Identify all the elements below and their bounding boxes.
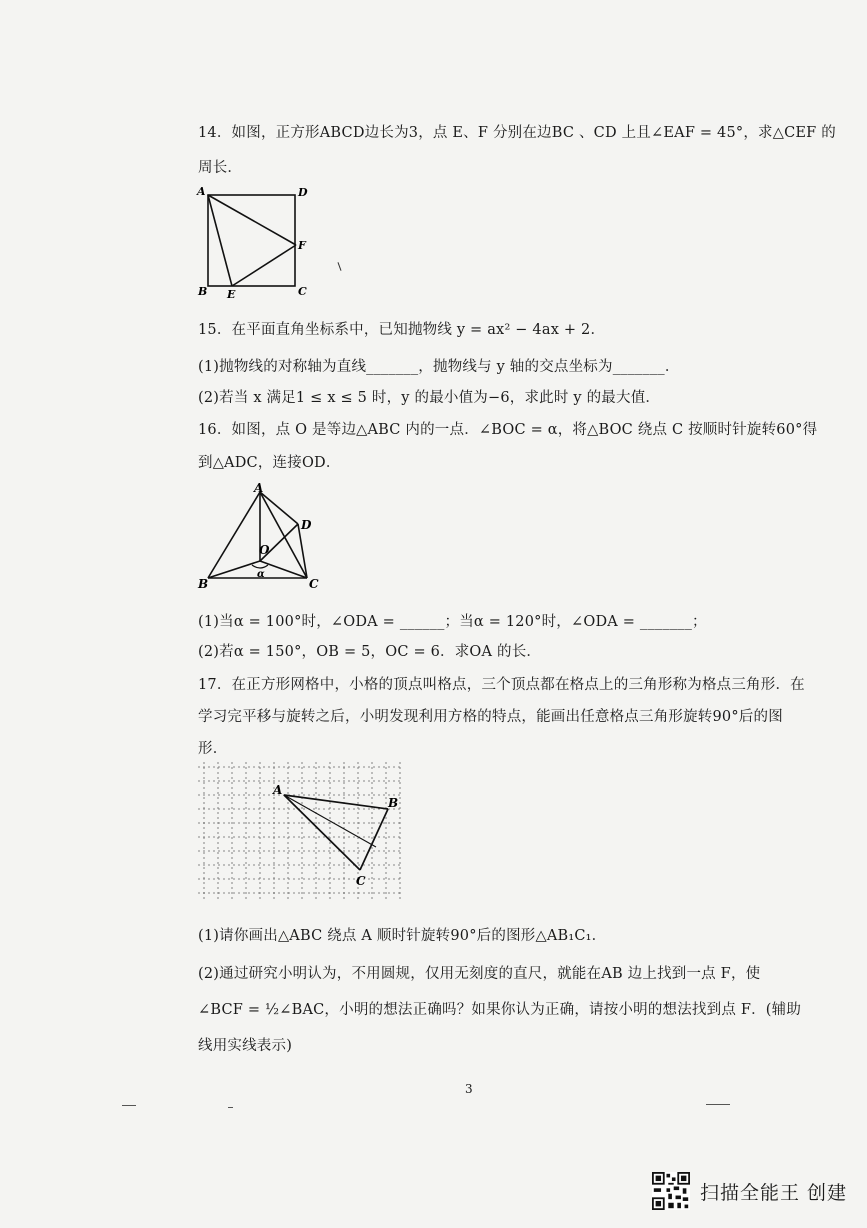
q16-line2: 到△ADC，连接OD．	[198, 455, 341, 471]
q16-label-o: O	[259, 543, 270, 557]
q15-intro: 15．在平面直角坐标系中，已知抛物线 y = ax² − 4ax + 2．	[198, 322, 606, 338]
q14-label-f: F	[298, 239, 306, 252]
q17-line3: 形．	[198, 741, 228, 757]
q14-label-a: A	[197, 185, 206, 198]
scanner-watermark	[652, 1172, 847, 1210]
q16-label-b: B	[198, 577, 209, 591]
page-number: 3	[465, 1082, 473, 1096]
scan-mark	[337, 262, 341, 271]
scan-mark	[122, 1105, 136, 1106]
q17-part2-line2: ∠BCF = ½∠BAC，小明的想法正确吗？如果你认为正确，请按小明的想法找到点 F．(辅助	[198, 1002, 802, 1018]
q16-part2: (2)若α = 150°，OB = 5，OC = 6．求OA 的长．	[198, 644, 542, 660]
q14-line1: 14．如图，正方形ABCD边长为3，点 E、F 分别在边BC 、CD 上且∠EAF = 45°，求△CEF 的	[198, 125, 836, 141]
q15-part2: (2)若当 x 满足1 ≤ x ≤ 5 时，y 的最小值为−6，求此时 y 的最大值．	[198, 390, 661, 406]
q17-label-a: A	[273, 783, 283, 797]
q16-triangle-figure	[195, 478, 335, 596]
q17-label-c: C	[356, 874, 366, 888]
q14-label-e: E	[227, 288, 236, 301]
q17-part1: (1)请你画出△ABC 绕点 A 顺时针旋转90°后的图形△AB₁C₁．	[198, 928, 607, 944]
q17-part2-line1: (2)通过研究小明认为，不用圆规，仅用无刻度的直尺，就能在AB 边上找到一点 F，使	[198, 966, 761, 982]
q14-label-c: C	[298, 285, 307, 298]
q17-label-b: B	[388, 796, 399, 810]
scan-mark	[706, 1104, 730, 1105]
q14-square-figure	[195, 183, 325, 303]
q16-line1: 16．如图，点 O 是等边△ABC 内的一点．∠BOC = α，将△BOC 绕点 C 按顺时针旋转60°得	[198, 422, 818, 438]
q16-label-a: A	[254, 481, 264, 495]
q15-part1: (1)抛物线的对称轴为直线_______，抛物线与 y 轴的交点坐标为_______．	[198, 359, 680, 375]
q14-label-b: B	[198, 285, 208, 298]
q17-grid-figure	[198, 762, 406, 904]
q17-part2-line3: 线用实线表示)	[198, 1038, 293, 1054]
footer-brand: 扫描全能王 创建	[700, 1181, 848, 1204]
q16-label-alpha: α	[257, 569, 265, 580]
q17-line2: 学习完平移与旋转之后，小明发现利用方格的特点，能画出任意格点三角形旋转90°后的图	[198, 709, 783, 725]
scan-mark	[228, 1107, 233, 1108]
q16-label-c: C	[309, 577, 319, 591]
qr-code-icon	[652, 1172, 690, 1210]
q16-label-d: D	[301, 518, 312, 532]
q17-line1: 17．在正方形网格中，小格的顶点叫格点，三个顶点都在格点上的三角形称为格点三角形．在	[198, 677, 805, 693]
q14-line2: 周长．	[198, 160, 243, 176]
q16-part1: (1)当α = 100°时，∠ODA = ______；当α = 120°时，∠ODA = _______；	[198, 614, 707, 630]
q14-label-d: D	[298, 186, 308, 199]
